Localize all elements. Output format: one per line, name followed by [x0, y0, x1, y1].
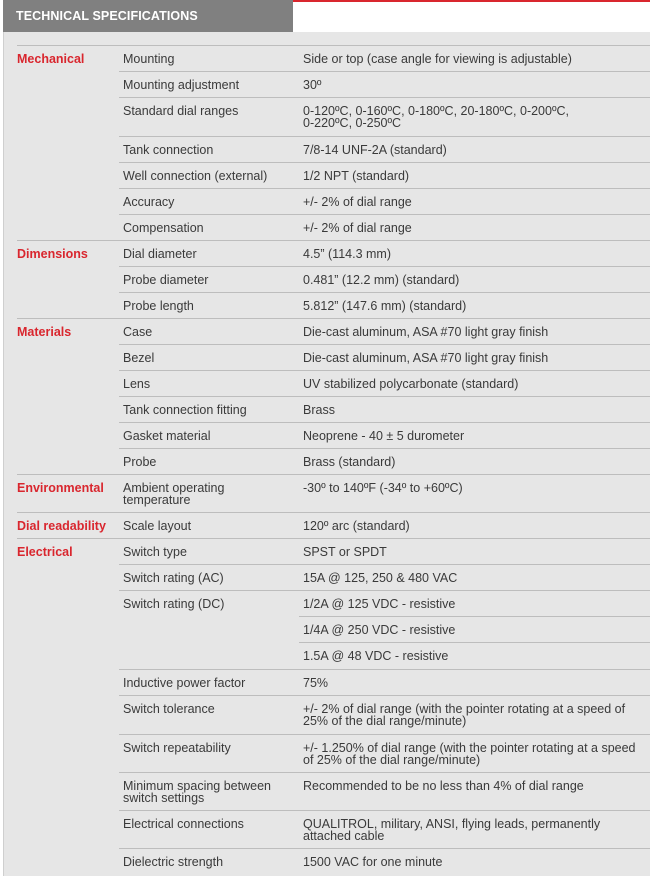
spec-category — [17, 423, 119, 449]
spec-label: Switch tolerance — [119, 696, 299, 735]
spec-value: +/- 2% of dial range — [299, 215, 650, 241]
spec-label: Dielectric strength — [119, 849, 299, 875]
spec-category: Electrical — [17, 539, 119, 565]
spec-value: UV stabilized polycarbonate (standard) — [299, 371, 650, 397]
spec-row — [17, 539, 650, 565]
spec-category: Dimensions — [17, 241, 119, 267]
spec-category — [17, 565, 119, 591]
spec-row — [17, 163, 650, 189]
spec-category — [17, 397, 119, 423]
spec-label: Tank connection fitting — [119, 397, 299, 423]
spec-label: Switch rating (DC) — [119, 591, 299, 670]
spec-label: Probe length — [119, 293, 299, 319]
spec-label: Mounting — [119, 46, 299, 72]
spec-row — [17, 46, 650, 72]
spec-label: Probe diameter — [119, 267, 299, 293]
spec-category — [17, 371, 119, 397]
spec-row — [17, 319, 650, 345]
spec-category — [17, 267, 119, 293]
spec-value: Side or top (case angle for viewing is adjustable) — [299, 46, 650, 72]
spec-label: Standard dial ranges — [119, 98, 299, 137]
spec-label: Electrical connections — [119, 811, 299, 849]
spec-label: Mounting adjustment — [119, 72, 299, 98]
spec-value: 0-120ºC, 0-160ºC, 0-180ºC, 20-180ºC, 0-200ºC, 0-220ºC, 0-250ºC — [299, 98, 650, 137]
spec-label: Tank connection — [119, 137, 299, 163]
spec-row — [17, 371, 650, 397]
spec-value: 1.5A @ 48 VDC - resistive — [299, 643, 650, 670]
spec-row — [17, 423, 650, 449]
spec-category: Environmental — [17, 475, 119, 513]
spec-label: Scale layout — [119, 513, 299, 539]
spec-category — [17, 163, 119, 189]
spec-value: SPST or SPDT — [299, 539, 650, 565]
spec-value: 120º arc (standard) — [299, 513, 650, 539]
spec-label: Switch type — [119, 539, 299, 565]
spec-row — [17, 735, 650, 773]
spec-value: Die-cast aluminum, ASA #70 light gray finish — [299, 319, 650, 345]
spec-label: Compensation — [119, 215, 299, 241]
spec-value: Brass (standard) — [299, 449, 650, 475]
spec-value: 30º — [299, 72, 650, 98]
spec-value: +/- 2% of dial range (with the pointer rotating at a speed of 25% of the dial range/minute) — [299, 696, 650, 735]
spec-category — [17, 617, 119, 643]
spec-category — [17, 449, 119, 475]
spec-value: 1/2A @ 125 VDC - resistive — [299, 591, 650, 617]
spec-row — [17, 137, 650, 163]
spec-category — [17, 696, 119, 735]
spec-value: QUALITROL, military, ANSI, flying leads, permanently attached cable — [299, 811, 650, 849]
spec-table — [17, 45, 650, 874]
spec-row — [17, 397, 650, 423]
spec-label: Ambient operating temperature — [119, 475, 299, 513]
spec-category: Mechanical — [17, 46, 119, 72]
spec-label: Dial diameter — [119, 241, 299, 267]
spec-value: Recommended to be no less than 4% of dial range — [299, 773, 650, 811]
spec-label: Lens — [119, 371, 299, 397]
spec-label: Well connection (external) — [119, 163, 299, 189]
spec-category — [17, 345, 119, 371]
spec-value: +/- 2% of dial range — [299, 189, 650, 215]
spec-label: Switch rating (AC) — [119, 565, 299, 591]
spec-category — [17, 735, 119, 773]
spec-value: Brass — [299, 397, 650, 423]
spec-category — [17, 773, 119, 811]
spec-category — [17, 811, 119, 849]
spec-row — [17, 696, 650, 735]
spec-category — [17, 293, 119, 319]
spec-value: 75% — [299, 670, 650, 696]
header-rule — [293, 0, 650, 2]
spec-category — [17, 849, 119, 875]
spec-category — [17, 137, 119, 163]
spec-label: Minimum spacing between switch settings — [119, 773, 299, 811]
spec-row — [17, 565, 650, 591]
spec-category — [17, 215, 119, 241]
spec-value: 4.5” (114.3 mm) — [299, 241, 650, 267]
spec-value: Die-cast aluminum, ASA #70 light gray finish — [299, 345, 650, 371]
spec-value: 7/8-14 UNF-2A (standard) — [299, 137, 650, 163]
spec-label: Inductive power factor — [119, 670, 299, 696]
spec-value: 1/2 NPT (standard) — [299, 163, 650, 189]
spec-row — [17, 345, 650, 371]
spec-row — [17, 643, 650, 670]
spec-category: Dial readability — [17, 513, 119, 539]
spec-row — [17, 241, 650, 267]
spec-row — [17, 513, 650, 539]
spec-row — [17, 72, 650, 98]
spec-row — [17, 591, 650, 617]
spec-label: Probe — [119, 449, 299, 475]
spec-row — [17, 293, 650, 319]
spec-label: Case — [119, 319, 299, 345]
spec-category: Materials — [17, 319, 119, 345]
spec-category — [17, 98, 119, 137]
spec-value: 0.481” (12.2 mm) (standard) — [299, 267, 650, 293]
spec-row — [17, 475, 650, 513]
spec-value: 5.812” (147.6 mm) (standard) — [299, 293, 650, 319]
spec-value: -30º to 140ºF (-34º to +60ºC) — [299, 475, 650, 513]
spec-row — [17, 449, 650, 475]
spec-row — [17, 189, 650, 215]
spec-label: Bezel — [119, 345, 299, 371]
spec-category — [17, 670, 119, 696]
spec-panel — [3, 32, 650, 876]
spec-category — [17, 591, 119, 617]
spec-value: 1/4A @ 250 VDC - resistive — [299, 617, 650, 643]
spec-category — [17, 72, 119, 98]
spec-row — [17, 811, 650, 849]
spec-row — [17, 617, 650, 643]
spec-value: 15A @ 125, 250 & 480 VAC — [299, 565, 650, 591]
spec-row — [17, 849, 650, 875]
spec-category — [17, 643, 119, 670]
spec-value: Neoprene - 40 ± 5 durometer — [299, 423, 650, 449]
spec-label: Gasket material — [119, 423, 299, 449]
spec-label: Accuracy — [119, 189, 299, 215]
spec-value: +/- 1.250% of dial range (with the pointer rotating at a speed of 25% of the dial range/minute) — [299, 735, 650, 773]
spec-row — [17, 773, 650, 811]
spec-category — [17, 189, 119, 215]
spec-value: 1500 VAC for one minute — [299, 849, 650, 875]
spec-row — [17, 670, 650, 696]
spec-label: Switch repeatability — [119, 735, 299, 773]
spec-row — [17, 267, 650, 293]
spec-row — [17, 98, 650, 137]
spec-row — [17, 215, 650, 241]
section-title: TECHNICAL SPECIFICATIONS — [3, 0, 293, 32]
